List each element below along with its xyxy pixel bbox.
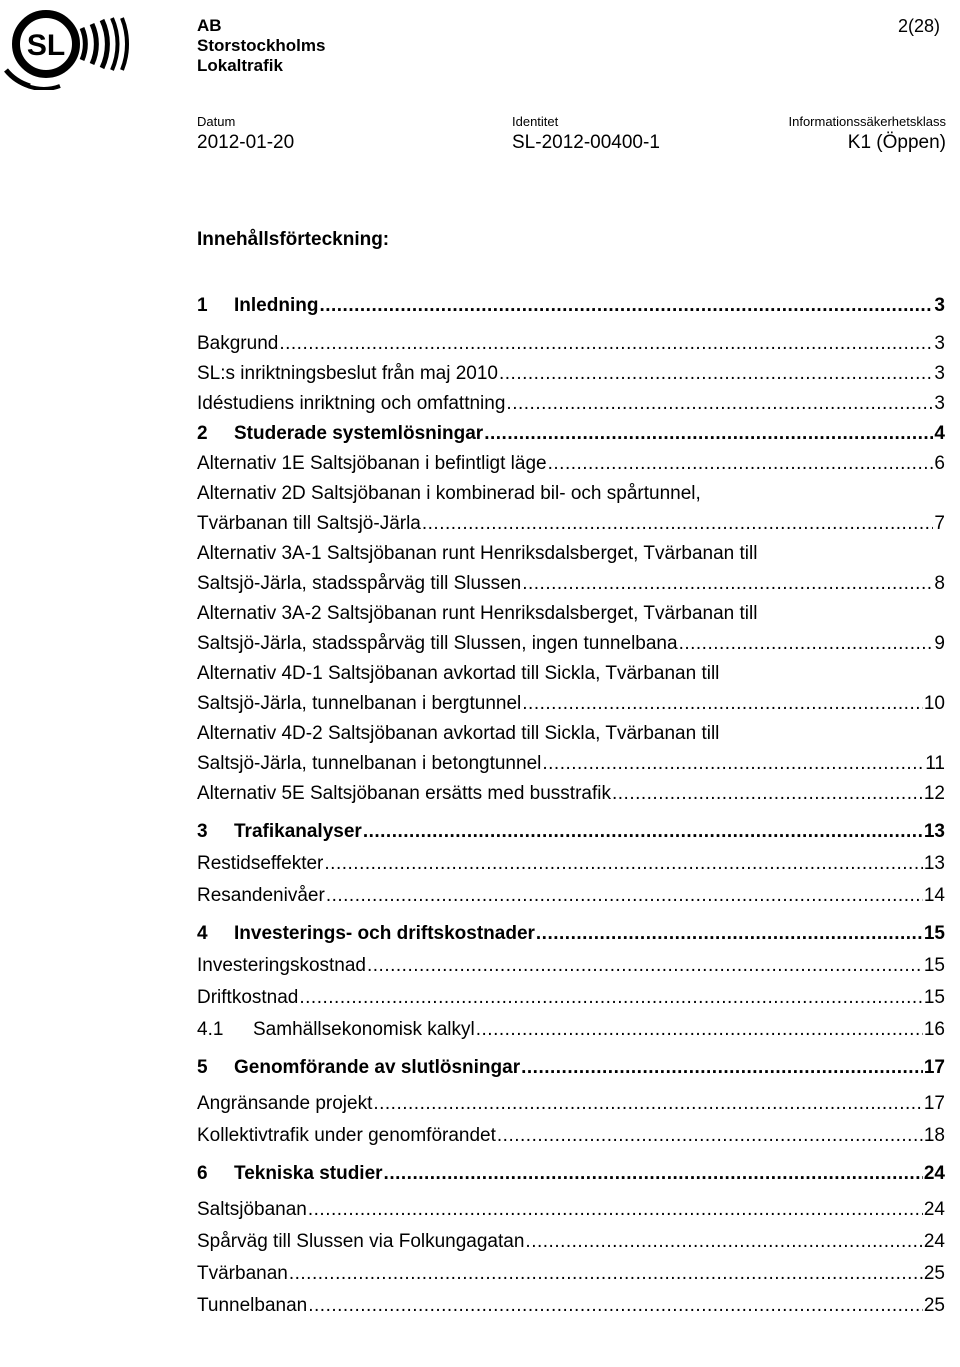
toc-entry-number: 5 [197,1057,208,1078]
classification-value: K1 (Öppen) [847,132,946,153]
toc-entry-title: Genomförande av slutlösningar [234,1057,521,1078]
dot-leader [506,392,933,416]
toc-entry[interactable] [197,452,945,476]
toc-entry-title: Alternativ 1E Saltsjöbanan i befintligt läge [197,453,547,474]
toc-entry[interactable] [197,294,945,318]
dot-leader [373,1092,923,1116]
toc-entry-page: 24 [923,1199,945,1220]
toc-entry[interactable] [197,392,945,416]
toc-entry[interactable] [197,884,945,908]
toc-entry-title-line: Alternativ 3A-2 Saltsjöbanan runt Henriksdalsberget, Tvärbanan till [197,603,758,624]
toc-entry-title: Investeringskostnad [197,955,366,976]
dot-leader [308,1294,923,1318]
toc-entry[interactable] [197,482,945,536]
company-line: Storstockholms [197,36,326,55]
toc-entry-title-line: Alternativ 4D-2 Saltsjöbanan avkortad till Sickla, Tvärbanan till [197,723,720,744]
toc-entry-page: 3 [934,363,945,384]
toc-entry-title: Saltsjö-Järla, tunnelbanan i betongtunnel [197,753,542,774]
toc-entry[interactable] [197,1124,945,1148]
toc-entry[interactable] [197,1198,945,1222]
toc-entry-title: Angränsande projekt [197,1093,373,1114]
toc-entry-title-line: Alternativ 3A-1 Saltsjöbanan runt Henriksdalsberget, Tvärbanan till [197,543,758,564]
toc-entry-page: 14 [923,885,945,906]
toc-entry[interactable] [197,954,945,978]
toc-entry-number: 2 [197,423,208,444]
company-line: AB [197,16,222,35]
toc-entry[interactable] [197,1262,945,1286]
dot-leader [326,884,923,908]
dot-leader [525,1230,922,1254]
toc-entry-page: 24 [923,1163,945,1184]
dot-leader [536,922,923,946]
dot-leader [384,1162,923,1186]
toc-entry-page: 25 [923,1295,945,1316]
dot-leader [476,1018,923,1042]
toc-entry-number: 4 [197,923,208,944]
toc-entry[interactable] [197,852,945,876]
toc-entry-title: Driftkostnad [197,987,299,1008]
toc-entry-number: 1 [197,295,208,316]
toc-entry-page: 7 [934,513,945,534]
toc-entry[interactable] [197,602,945,656]
company-name [197,16,325,76]
toc-entry[interactable] [197,332,945,356]
identity-label: Identitet [512,114,559,129]
toc-entry-page: 3 [934,393,945,414]
dot-leader [319,294,933,318]
toc-entry-page: 15 [923,955,945,976]
toc-entry-page: 9 [934,633,945,654]
toc-entry-title: Tekniska studier [234,1163,383,1184]
identity-value: SL-2012-00400-1 [512,132,660,153]
toc-entry[interactable] [197,1294,945,1318]
dot-leader [363,820,923,844]
toc-entry[interactable] [197,1230,945,1254]
dot-leader [484,422,933,446]
toc-entry-page: 25 [923,1263,945,1284]
dot-leader [679,632,934,656]
toc-entry[interactable] [197,1018,945,1042]
date-label: Datum [197,114,236,129]
toc-entry-title: Saltsjö-Järla, stadsspårväg till Slussen, ingen tunnelbana [197,633,678,654]
dot-leader [521,1056,923,1080]
page-indicator: 2(28) [897,16,940,36]
toc-entry-page: 15 [923,987,945,1008]
toc-entry-title: Saltsjö-Järla, stadsspårväg till Slussen [197,573,522,594]
toc-entry-title: Trafikanalyser [234,821,362,842]
toc-entry-page: 6 [934,453,945,474]
toc-entry-title: Tunnelbanan [197,1295,308,1316]
dot-leader [499,362,933,386]
toc-entry-title: Idéstudiens inriktning och omfattning [197,393,506,414]
toc-entry-page: 24 [923,1231,945,1252]
toc-entry-title-line: Alternativ 4D-1 Saltsjöbanan avkortad till Sickla, Tvärbanan till [197,663,720,684]
toc-entry-number: 6 [197,1163,208,1184]
toc-entry-title: Saltsjö-Järla, tunnelbanan i bergtunnel [197,693,522,714]
dot-leader [548,452,934,476]
toc-entry[interactable] [197,1056,945,1080]
date-value: 2012-01-20 [197,132,295,153]
toc-entry[interactable] [197,722,945,776]
toc-entry-page: 3 [934,333,945,354]
dot-leader [422,512,934,536]
toc-entry[interactable] [197,362,945,386]
toc-entry-title: Inledning [234,295,319,316]
table-of-contents [197,286,945,1318]
toc-entry-title: Alternativ 5E Saltsjöbanan ersätts med busstrafik [197,783,611,804]
dot-leader [367,954,923,978]
toc-entry[interactable] [197,1092,945,1116]
toc-entry-page: 17 [923,1093,945,1114]
toc-entry-page: 11 [925,753,945,774]
toc-entry-title: Saltsjöbanan [197,1199,307,1220]
toc-entry-page: 3 [934,295,945,316]
dot-leader [299,986,922,1010]
toc-entry[interactable] [197,820,945,844]
sl-logo [0,6,190,90]
company-line: Lokaltrafik [197,56,283,75]
toc-entry[interactable] [197,1162,945,1186]
toc-entry[interactable] [197,542,945,596]
toc-entry-title: SL:s inriktningsbeslut från maj 2010 [197,363,498,384]
toc-entry-title: Kollektivtrafik under genomförandet [197,1125,496,1146]
toc-entry-title: Samhällsekonomisk kalkyl [253,1019,475,1040]
dot-leader [542,752,924,776]
toc-entry-title: Bakgrund [197,333,279,354]
toc-entry-page: 17 [923,1057,945,1078]
dot-leader [308,1198,923,1222]
toc-entry[interactable] [197,422,945,446]
dot-leader [324,852,922,876]
dot-leader [279,332,933,356]
toc-entry-page: 4 [934,423,945,444]
toc-entry-page: 12 [923,783,945,804]
toc-entry-title: Resandenivåer [197,885,325,906]
dot-leader [522,692,923,716]
toc-entry[interactable] [197,986,945,1010]
toc-entry-title: Investerings- och driftskostnader [234,923,535,944]
toc-entry-title: Restidseffekter [197,853,324,874]
svg-text:SL: SL [26,29,66,62]
toc-entry-number: 4.1 [197,1019,224,1040]
toc-entry-title-line: Alternativ 2D Saltsjöbanan i kombinerad bil- och spårtunnel, [197,483,701,504]
toc-entry-page: 15 [923,923,945,944]
dot-leader [289,1262,923,1286]
toc-entry-page: 8 [934,573,945,594]
toc-entry[interactable] [197,662,945,716]
toc-entry-title: Tvärbanan [197,1263,288,1284]
toc-entry[interactable] [197,782,945,806]
dot-leader [522,572,933,596]
toc-entry-page: 18 [923,1125,945,1146]
toc-entry-page: 16 [923,1019,945,1040]
toc-entry-title: Tvärbanan till Saltsjö-Järla [197,513,421,534]
toc-entry[interactable] [197,922,945,946]
toc-entry-page: 13 [923,821,945,842]
dot-leader [612,782,923,806]
classification-label: Informationssäkerhetsklass [788,114,946,129]
toc-entry-page: 13 [923,853,945,874]
toc-entry-title: Spårväg till Slussen via Folkungagatan [197,1231,525,1252]
toc-entry-page: 10 [923,693,945,714]
dot-leader [497,1124,923,1148]
toc-entry-number: 3 [197,821,208,842]
toc-entry-title: Studerade systemlösningar [234,423,484,444]
toc-heading: Innehållsförteckning: [197,229,390,250]
